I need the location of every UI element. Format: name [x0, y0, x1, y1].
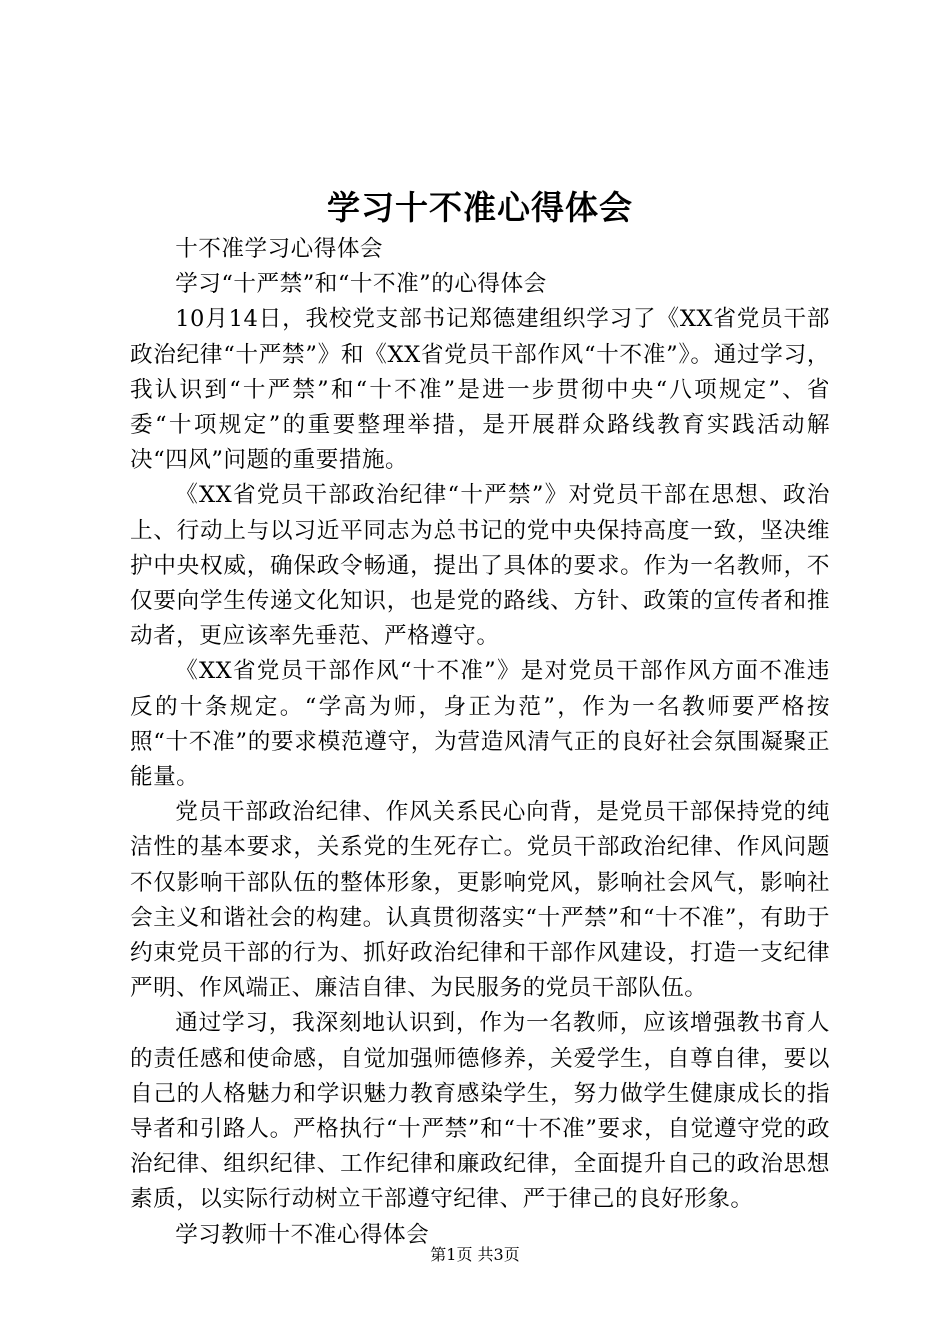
paragraph-2: 《XX省党员干部政治纪律“十严禁”》对党员干部在思想、政治上、行动上与以习近平同志为总书记的党中央保持高度一致，坚决维护中央权威，确保政令畅通，提出了具体的要求。作为一名教师，不仅要向学生传递文化知识，也是党的路线、方针、政策的宣传者和推动者，更应该率先垂范、严格遵守。: [130, 482, 830, 650]
page-number-footer: 第1页 共3页: [430, 1245, 520, 1264]
document-title: 学习十不准心得体会: [327, 188, 633, 227]
paragraph-4: 党员干部政治纪律、作风关系民心向背，是党员干部保持党的纯洁性的基本要求，关系党的生死存亡。党员干部政治纪律、作风问题不仅影响干部队伍的整体形象，更影响党风，影响社会风气，影响社会主义和谐社会的构建。认真贯彻落实“十严禁”和“十不准”，有助于约束党员干部的行为、抓好政治纪律和干部作风建设，打造一支纪律严明、作风端正、廉洁自律、为民服务的党员干部队伍。: [130, 799, 830, 1002]
paragraph-subtitle-2: 学习“十严禁”和“十不准”的心得体会: [175, 271, 547, 298]
paragraph-3: 《XX省党员干部作风“十不准”》是对党员干部作风方面不准违反的十条规定。“学高为师，身正为范”，作为一名教师要严格按照“十不准”的要求模范遵守，为营造风清气正的良好社会氛围凝聚正能量。: [130, 658, 830, 791]
document-body: [130, 232, 830, 1253]
paragraph-1: 10月14日，我校党支部书记郑德建组织学习了《XX省党员干部政治纪律“十严禁”》和《XX省党员干部作风“十不准”》。通过学习，我认识到“十严禁”和“十不准”是进一步贯彻中央“八项规定”、省委“十项规定”的重要整理举措，是开展群众路线教育实践活动解决“四风”问题的重要措施。: [130, 306, 830, 474]
paragraph-5: 通过学习，我深刻地认识到，作为一名教师，应该增强教书育人的责任感和使命感，自觉加强师德修养，关爱学生，自尊自律，要以自己的人格魅力和学识魅力教育感染学生，努力做学生健康成长的指导者和引路人。严格执行“十严禁”和“十不准”要求，自觉遵守党的政治纪律、组织纪律、工作纪律和廉政纪律，全面提升自己的政治思想素质，以实际行动树立干部遵守纪律、严于律己的良好形象。: [130, 1010, 830, 1213]
paragraph-subtitle-1: 十不准学习心得体会: [175, 236, 384, 262]
paragraph-subtitle-3: 学习教师十不准心得体会: [175, 1221, 430, 1248]
